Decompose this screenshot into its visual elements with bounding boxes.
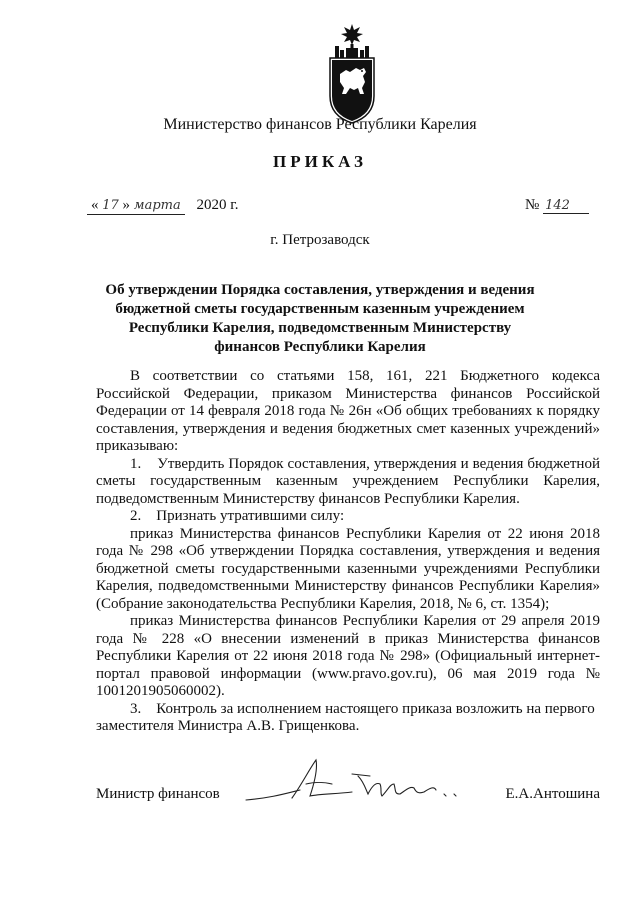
item-2-sub-b: приказ Министерства финансов Республики Карелия от 29 апреля 2019 года № 228 «О внесении изменений в приказ Министерства финансов Республики Карелия от 22 июня 2018 года № 298» (Официальный интернет-портал правовой информации (www.pravo.gov.ru), 06 мая 2019 года № 1001201905060002). <box>96 613 600 699</box>
date-open-quote: « <box>91 197 99 213</box>
subject-heading: Об утверждении Порядка составления, утверждения и ведения бюджетной сметы государственным казенным учреждением Республики Карелия, подведомственным Министерству финансов Республики Карелия <box>105 282 535 355</box>
item-2: 2. Признать утратившими силу: <box>130 508 345 524</box>
signatory-name: Е.А.Антошина <box>505 786 600 802</box>
preamble-paragraph: В соответствии со статьями 158, 161, 221 Бюджетного кодекса Российской Федерации, приказом Министерства финансов Российской Федерации от 14 февраля 2018 года № 26н «Об общих требованиях к порядку составления, утверждения и ведения бюджетных смет казенных учреждений» приказываю: <box>96 368 600 454</box>
order-number <box>525 197 589 214</box>
item-3: 3. Контроль за исполнением настоящего приказа возложить на первого заместителя Министра А.В. Грищенкова. <box>96 700 595 734</box>
item-2-sub-a: приказ Министерства финансов Республики Карелия от 22 июня 2018 года № 298 «Об утверждении Порядка составления, утверждения и ведения бюджетной сметы государственными казенными учреждениями Республики Карелия, подведомственными Министерству финансов Республики Карелия» (Собрание законодательства Республики Карелия, 2018, № 6, ст. 1354); <box>96 525 600 612</box>
date-year: 2020 г. <box>196 197 239 213</box>
item-1: 1. Утвердить Порядок составления, утверждения и ведения бюджетной сметы государственным казенным учреждением Республики Карелия, подведомственным Министерству финансов Республики Карелия. <box>96 455 600 507</box>
ministry-name: Министерство финансов Республики Карелия <box>163 116 477 133</box>
document-title: ПРИКАЗ <box>273 152 367 171</box>
order-date <box>87 197 238 215</box>
date-mid-quote: » <box>122 197 131 213</box>
date-month: марта <box>133 198 181 213</box>
signatory-position: Министр финансов <box>96 786 220 802</box>
date-day: 17 <box>102 198 119 213</box>
karelia-coat-of-arms-icon <box>326 24 378 124</box>
number-value: 142 <box>543 198 589 214</box>
city: г. Петрозаводск <box>270 232 370 248</box>
handwritten-signature <box>240 754 480 812</box>
number-sign: № <box>525 197 540 213</box>
document-body <box>96 368 600 736</box>
